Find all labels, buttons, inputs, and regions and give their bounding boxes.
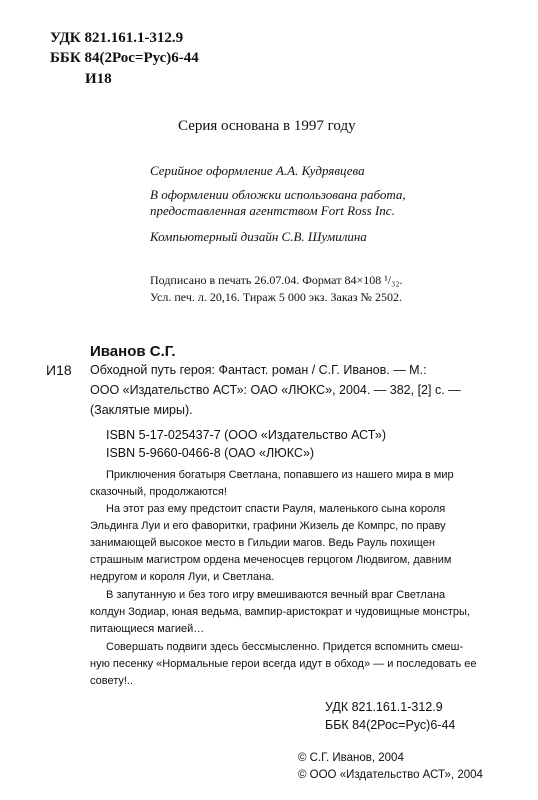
copyright-author: © С.Г. Иванов, 2004 bbox=[298, 752, 404, 764]
cover-credit-line2: предоставленная агентством Fort Ross Inc. bbox=[150, 203, 395, 218]
annotation-line: совету!.. bbox=[90, 675, 134, 687]
annotation-line: колдун Зодиар, юная ведьма, вампир-аристократ и чудовищные монстры, bbox=[90, 606, 470, 618]
isbn-lux: ISBN 5-9660-0466-8 (ОАО «ЛЮКС») bbox=[106, 446, 315, 460]
annotation-line: сказочный, продолжаются! bbox=[90, 486, 227, 498]
catalog-entry-line1: Обходной путь героя: Фантаст. роман / С.Г. Иванов. — М.: bbox=[90, 363, 427, 377]
print-info-line2: Усл. печ. л. 20,16. Тираж 5 000 экз. Заказ № 2502. bbox=[150, 290, 402, 304]
annotation-line: Совершать подвиги здесь бессмысленно. Придется вспомнить смеш- bbox=[106, 641, 464, 653]
annotation-line: недругом и короля Луи, и Светлана. bbox=[90, 571, 275, 583]
catalog-mark: И18 bbox=[46, 362, 72, 378]
catalog-author: Иванов С.Г. bbox=[90, 343, 176, 360]
footer-udk: УДК 821.161.1-312.9 bbox=[325, 700, 443, 714]
annotation-line: В запутанную и без того игру вмешиваются вечный враг Светлана bbox=[106, 589, 446, 601]
print-info-line1: Подписано в печать 26.07.04. Формат 84×108 ¹/₃₂. bbox=[150, 273, 403, 287]
annotation-line: питающиеся магией… bbox=[90, 623, 205, 635]
bbk-code: ББК 84(2Рос=Рус)6-44 bbox=[50, 50, 199, 66]
computer-design-credit: Компьютерный дизайн С.В. Шумилина bbox=[150, 229, 367, 244]
annotation-line: Эльдинга Луи и его фаворитки, графини Жизель де Компрс, по праву bbox=[90, 520, 446, 532]
annotation-line: ную песенку «Нормальные герои всегда идут в обход» — и последовать ее bbox=[90, 658, 477, 670]
series-founded: Серия основана в 1997 году bbox=[178, 118, 356, 134]
copyright-publisher: © ООО «Издательство АСТ», 2004 bbox=[298, 769, 483, 781]
catalog-entry-line2: ООО «Издательство АСТ»: ОАО «ЛЮКС», 2004. — 382, [2] с. — bbox=[90, 383, 461, 397]
catalog-entry-line3: (Заклятые миры). bbox=[90, 403, 193, 417]
isbn-ast: ISBN 5-17-025437-7 (ООО «Издательство АСТ») bbox=[106, 428, 386, 442]
serial-design-credit: Серийное оформление А.А. Кудрявцева bbox=[150, 163, 365, 178]
annotation-line: На этот раз ему предстоит спасти Рауля, маленького сына короля bbox=[106, 503, 446, 515]
annotation-line: Приключения богатыря Светлана, попавшего из нашего мира в мир bbox=[106, 469, 454, 481]
footer-bbk: ББК 84(2Рос=Рус)6-44 bbox=[325, 718, 456, 732]
udk-code: УДК 821.161.1-312.9 bbox=[50, 30, 184, 46]
author-mark: И18 bbox=[85, 71, 112, 87]
annotation-line: занимающей высокое место в Гильдии магов. Ведь Рауль похищен bbox=[90, 537, 435, 549]
cover-credit-line1: В оформлении обложки использована работа, bbox=[150, 187, 406, 202]
annotation-line: страшным магистром ордена меченосцев герцогом Людвигом, давним bbox=[90, 554, 452, 566]
